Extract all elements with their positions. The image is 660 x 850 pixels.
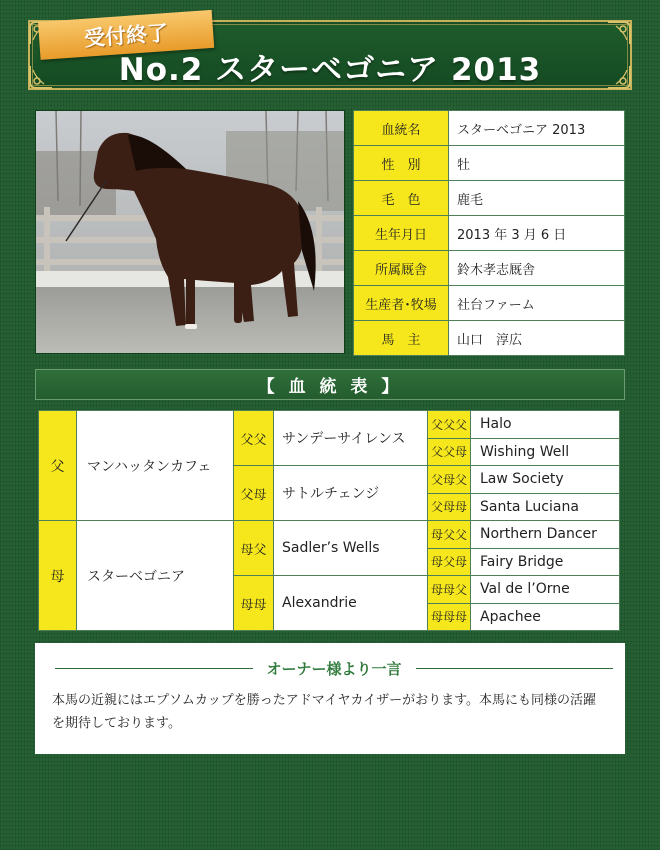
profile-label: 毛 色	[354, 181, 449, 216]
profile-value: 牡	[449, 146, 625, 181]
profile-value: 鹿毛	[449, 181, 625, 216]
gen2-label: 父父	[234, 411, 274, 466]
corner-ornament-icon	[606, 20, 632, 46]
profile-value: スターベゴニア 2013	[449, 111, 625, 146]
profile-label: 血統名	[354, 111, 449, 146]
gen3-name: Law Society	[471, 466, 620, 494]
status-badge: 受付終了	[38, 10, 214, 60]
page-title: No.2 スターベゴニア 2013	[118, 52, 542, 88]
profile-label: 所属厩舎	[354, 251, 449, 286]
gen3-label: 父父父	[428, 411, 471, 439]
profile-label: 馬 主	[354, 321, 449, 356]
profile-value: 2013 年 3 月 6 日	[449, 216, 625, 251]
profile-value: 社台ファーム	[449, 286, 625, 321]
header	[24, 16, 636, 94]
gen2-label: 父母	[234, 466, 274, 521]
divider	[416, 668, 614, 669]
owner-message	[35, 643, 625, 754]
gen2-name: Sadler’s Wells	[274, 521, 428, 576]
gen3-name: Apachee	[471, 603, 620, 631]
gen3-name: Wishing Well	[471, 438, 620, 466]
gen3-label: 母父母	[428, 548, 471, 576]
owner-message-body: 本馬の近親にはエプソムカップを勝ったアドマイヤカイザーがおります。本馬にも同様の活躍を期待しております。	[52, 693, 597, 731]
gen2-name: サンデーサイレンス	[274, 411, 428, 466]
gen2-name: サトルチェンジ	[274, 466, 428, 521]
profile-row	[354, 321, 625, 356]
profile-row	[354, 286, 625, 321]
profile-label: 性 別	[354, 146, 449, 181]
dam-name: スターベゴニア	[77, 521, 234, 631]
gen2-label: 母父	[234, 521, 274, 576]
pedigree-row	[39, 411, 620, 439]
horse-image	[36, 111, 345, 354]
profile-row	[354, 216, 625, 251]
profile-value: 山口 淳広	[449, 321, 625, 356]
profile-value: 鈴木孝志厩舎	[449, 251, 625, 286]
gen2-name: Alexandrie	[274, 576, 428, 631]
horse-profile-table	[353, 110, 625, 356]
gen2-label: 母母	[234, 576, 274, 631]
profile-label: 生産者･牧場	[354, 286, 449, 321]
gen3-name: Val de l’Orne	[471, 576, 620, 604]
gen3-name: Santa Luciana	[471, 493, 620, 521]
pedigree-row	[39, 521, 620, 549]
owner-message-header	[55, 659, 613, 678]
pedigree-heading: 【 血 統 表 】	[35, 369, 625, 400]
gen3-label: 母母父	[428, 576, 471, 604]
gen3-name: Halo	[471, 411, 620, 439]
gen3-label: 母母母	[428, 603, 471, 631]
owner-message-title: オーナー様より一言	[266, 659, 402, 678]
divider	[55, 668, 253, 669]
profile-row	[354, 146, 625, 181]
profile-row	[354, 181, 625, 216]
dam-label: 母	[39, 521, 77, 631]
sire-label: 父	[39, 411, 77, 521]
sire-name: マンハッタンカフェ	[77, 411, 234, 521]
gen3-label: 母父父	[428, 521, 471, 549]
gen3-label: 父母父	[428, 466, 471, 494]
pedigree-table	[38, 410, 620, 631]
profile-row	[354, 111, 625, 146]
profile-row	[354, 251, 625, 286]
gen3-name: Fairy Bridge	[471, 548, 620, 576]
profile-label: 生年月日	[354, 216, 449, 251]
gen3-label: 父父母	[428, 438, 471, 466]
gen3-name: Northern Dancer	[471, 521, 620, 549]
gen3-label: 父母母	[428, 493, 471, 521]
horse-photo	[35, 110, 345, 354]
